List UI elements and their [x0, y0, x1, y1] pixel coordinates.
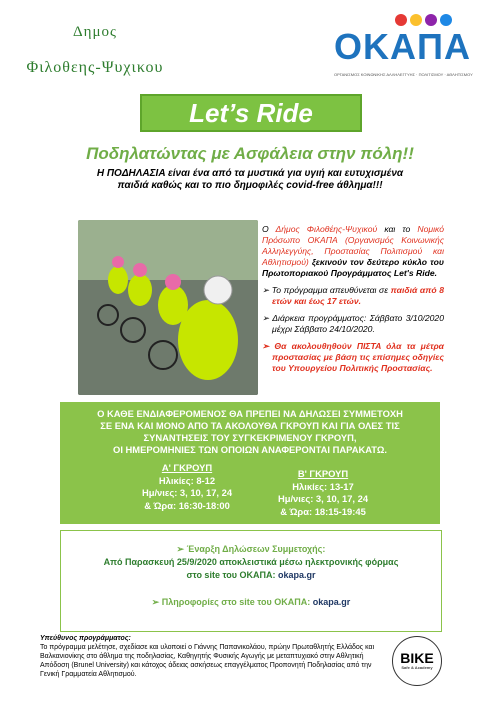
bullet-ages: ➢ Το πρόγραμμα απευθύνεται σε παιδιά από 8 ετών και έως 17 ετών.	[262, 285, 444, 306]
notice-line: ΣΥΝΑΝΤΗΣΕΙΣ ΤΟΥ ΣΥΓΚΕΚΡΙΜΕΝΟΥ ΓΚΡΟΥΠ,	[143, 432, 357, 443]
group-dates: Ημ/νιες: 3, 10, 17, 24	[277, 493, 369, 504]
registration-info	[60, 530, 442, 632]
registration-site-line	[61, 569, 441, 582]
runner-icon	[440, 14, 452, 26]
bullet-measures: ➢ Θα ακολουθηθούν ΠΙΣΤΑ όλα τα μέτρα προστασίας με βάση τις επίσημες οδηγίες του Υπουργείου Πολιτικής Προστασίας.	[262, 341, 444, 373]
group-time: & Ώρα: 18:15-19:45	[280, 505, 366, 517]
text-segment: Ο	[262, 224, 276, 234]
text-segment: Διάρκεια προγράμματος: Σάββατο 3/10/2020 μέχρι Σάββατο 24/10/2020.	[272, 313, 444, 334]
logo-name: ΟΚΑΠΑ	[334, 26, 471, 67]
group-title: Α' ΓΚΡΟΥΠ	[161, 462, 213, 473]
heart-icon	[395, 14, 407, 26]
registration-title: ➢ Έναρξη Δηλώσεων Συμμετοχής:	[176, 544, 326, 554]
kids-cycling-photo	[78, 220, 258, 395]
description-paragraph	[262, 224, 444, 279]
group-b	[268, 468, 378, 518]
text-segment: και το	[377, 224, 418, 234]
music-icon	[425, 14, 437, 26]
okapa-info-link[interactable]: okapa.gr	[312, 597, 351, 607]
bike-logo-sub: Safe & Academy	[401, 665, 433, 670]
footer-text: Το πρόγραμμα μελέτησε, σχεδίασε και υλοποιεί ο Γιάννης Παπανικολάου, πρώην Πρωταθλητής Ελλάδος και Βαλκανιονίκης στο άθλημα της ποδηλασίας, Καθηγητής Φυσικής Αγωγής με μεταπτυχιακό στην Αθλητική Απόδοση (Brunel University) και κάτοχος άδειας ασκήσεως επαγγέλματος Προπονητή Ποδηλασίας από την Γενική Γραμματεία Αθλητισμού.	[40, 644, 375, 678]
bullet-duration: ➢ Διάρκεια προγράμματος: Σάββατο 3/10/2020 μέχρι Σάββατο 24/10/2020.	[262, 313, 444, 334]
hand-icon	[410, 14, 422, 26]
kids-cycling-illustration	[78, 220, 258, 395]
text-segment: Το πρόγραμμα απευθύνεται σε	[271, 285, 391, 295]
okapa-logo	[330, 14, 480, 94]
program-description	[262, 224, 444, 374]
group-ages: Ηλικίες: 13-17	[292, 480, 354, 492]
group-dates: Ημ/νιες: 3, 10, 17, 24	[141, 487, 233, 498]
group-title: Β' ΓΚΡΟΥΠ	[297, 468, 349, 479]
intro-text: Η ΠΟΔΗΛΑΣΙΑ είναι ένα από τα μυστικά για υγιή και ευτυχισμένα παιδιά καθώς και το πιο δημοφιλές covid-free άθλημα!!!	[96, 168, 404, 191]
okapa-highlight: Νομικό Πρόσωπο ΟΚΑΠΑ (Οργανισμός Κοινωνικής Αλληλεγγύης, Προστασίας Πολιτισμού και Αθλητισμού)	[262, 224, 444, 267]
logo-icons	[395, 14, 452, 26]
okapa-link[interactable]: okapa.gr	[277, 570, 316, 580]
municipality-line1: Δημος	[73, 24, 117, 40]
notice-line: Ο ΚΑΘΕ ΕΝΔΙΑΦΕΡΟΜΕΝΟΣ ΘΑ ΠΡΕΠΕΙ ΝΑ ΔΗΛΩΣΕΙ ΣΥΜΜΕΤΟΧΗ	[97, 408, 403, 419]
group-a	[132, 462, 242, 512]
logo-subtitle: ΟΡΓΑΝΙΣΜΟΣ ΚΟΙΝΩΝΙΚΗΣ ΑΛΛΗΛΕΓΓΥΗΣ · ΠΟΛΙΤΙΣΜΟΥ · ΑΘΛΗΤΙΣΜΟΥ	[334, 72, 473, 77]
footer-title: Υπεύθυνος προγράμματος:	[40, 635, 131, 642]
text-segment: στο site του ΟΚΑΠΑ:	[186, 570, 278, 580]
program-manager-info	[40, 634, 380, 679]
ages-highlight: παιδιά από 8 ετών και έως 17 ετών.	[272, 285, 444, 306]
bike-logo-name: BIKE	[400, 650, 434, 666]
page-subtitle: Ποδηλατώντας με Ασφάλεια στην πόλη!!	[86, 144, 414, 163]
participation-notice	[60, 402, 440, 524]
text-segment: Θα ακολουθηθούν ΠΙΣΤΑ όλα τα μέτρα προστασίας με βάση τις επίσημες οδηγίες του Υπουργείου Πολιτικής Προστασίας.	[272, 341, 444, 373]
text-segment: ➢ Πληροφορίες στο site του ΟΚΑΠΑ:	[151, 597, 313, 607]
info-line	[61, 596, 441, 609]
registration-line: Από Παρασκευή 25/9/2020 αποκλειστικά μέσω ηλεκτρονικής φόρμας	[103, 557, 399, 567]
notice-heading	[60, 402, 440, 456]
notice-line: ΣΕ ΕΝΑ ΚΑΙ ΜΟΝΟ ΑΠΟ ΤΑ ΑΚΟΛΟΥΘΑ ΓΚΡΟΥΠ ΚΑΙ ΓΙΑ ΟΛΕΣ ΤΙΣ	[100, 420, 400, 431]
notice-line: ΟΙ ΗΜΕΡΟΜΗΝΙΕΣ ΤΩΝ ΟΠΟΙΩΝ ΑΝΑΦΕΡΟΝΤΑΙ ΠΑΡΑΚΑΤΩ.	[113, 444, 387, 455]
group-time: & Ώρα: 16:30-18:00	[144, 499, 230, 511]
municipality-line2: Φιλοθεης-Ψυχικου	[26, 59, 164, 76]
text-segment: ξεκινούν τον δεύτερο κύκλο του Πρωτοποριακού Προγράμματος Let's Ride.	[262, 257, 444, 278]
municipality-name	[20, 18, 170, 77]
bike-academy-logo	[392, 636, 442, 686]
group-ages: Ηλικίες: 8-12	[158, 474, 216, 486]
page-title: Let’s Ride	[140, 94, 362, 132]
municipality-highlight: Δήμος Φιλοθέης-Ψυχικού	[275, 224, 378, 234]
